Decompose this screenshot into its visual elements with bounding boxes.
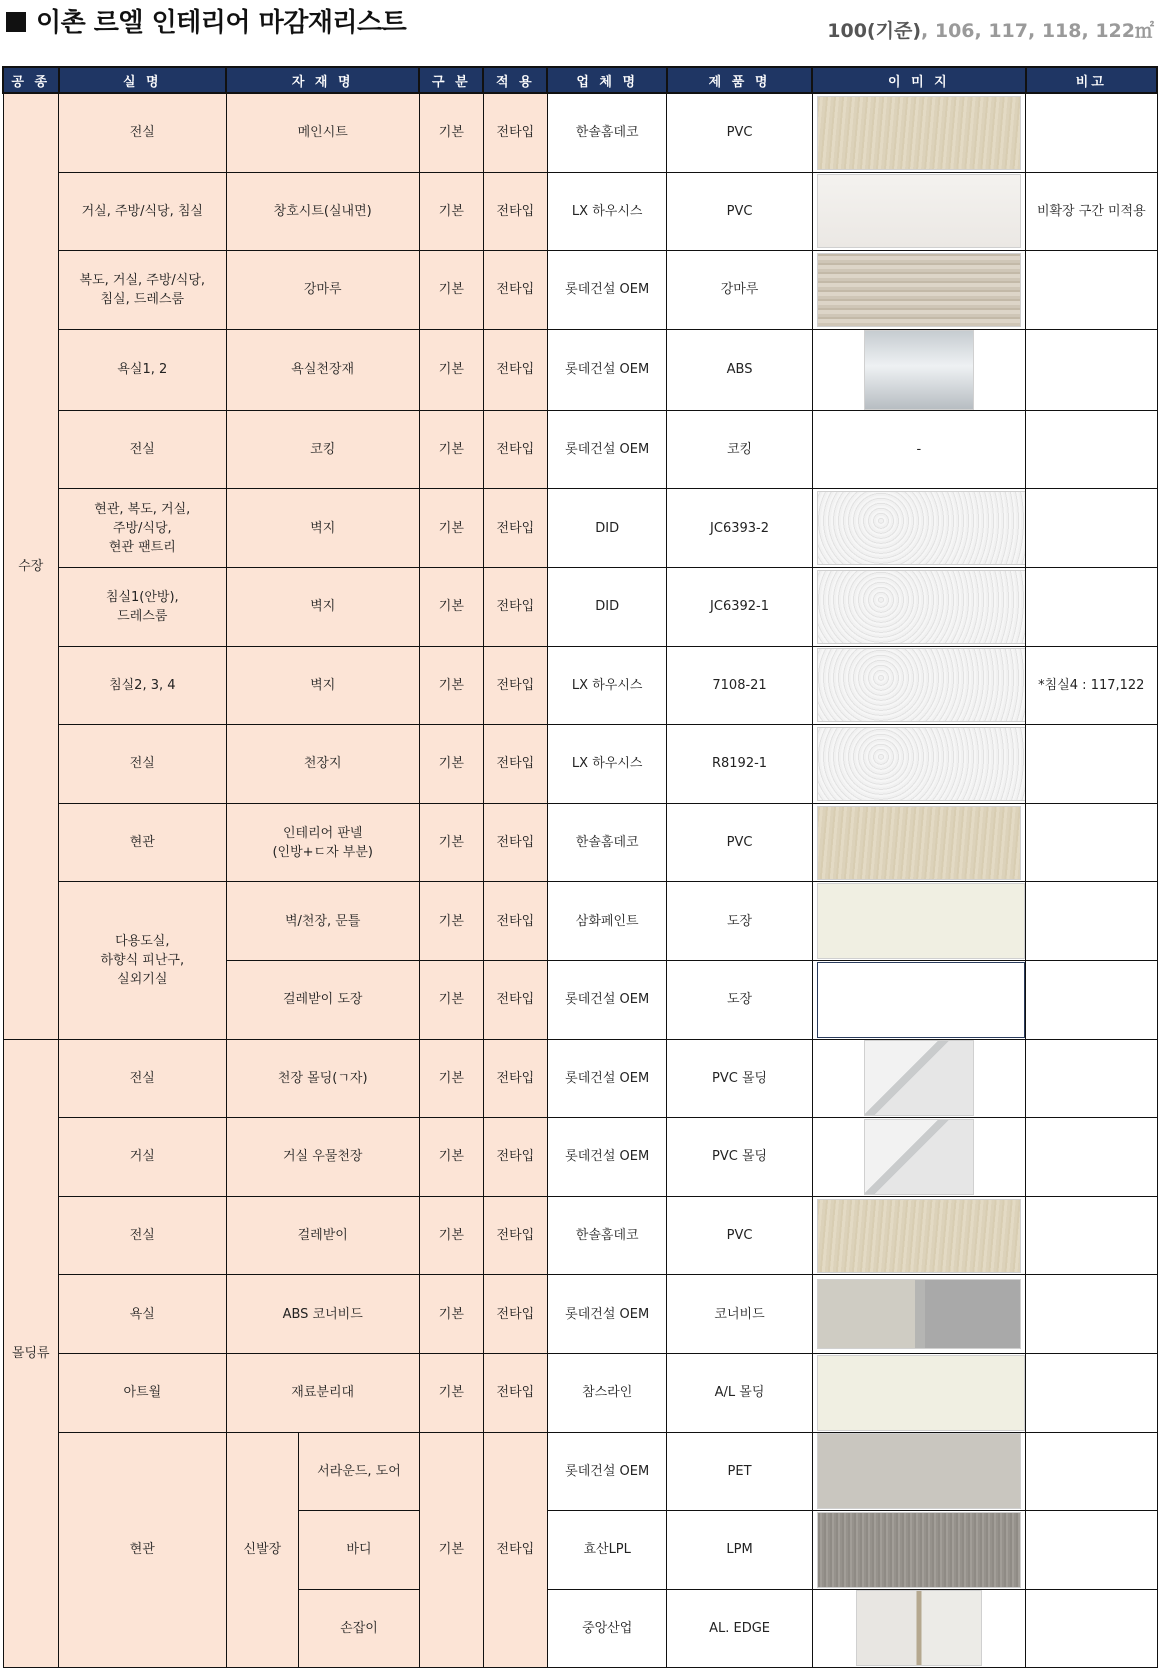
material-swatch-image [817,570,1029,644]
col-room: 실 명 [59,67,227,93]
sub-material-cell: 손잡이 [299,1589,420,1668]
material-swatch-image [856,1590,982,1666]
image-cell [812,329,1026,410]
apply-cell: 전타입 [483,172,547,251]
material-cell: 거실 우물천장 [226,1118,419,1197]
product-cell: PVC 몰딩 [667,1118,812,1197]
table-row [3,803,1157,882]
note-cell [1026,1118,1157,1197]
material-swatch-image [817,1199,1021,1273]
note-cell [1026,251,1157,330]
apply-cell: 전타입 [483,251,547,330]
note-cell [1026,329,1157,410]
company-cell: 롯데건설 OEM [547,960,667,1039]
table-row [3,725,1157,804]
material-cell: 천장지 [226,725,419,804]
type-cell: 기본 [419,172,483,251]
room-cell: 욕실 [59,1275,227,1354]
company-cell: 참스라인 [547,1353,667,1432]
apply-cell: 전타입 [483,1353,547,1432]
product-cell: 도장 [667,882,812,961]
company-cell: 롯데건설 OEM [547,1275,667,1354]
image-cell [812,93,1026,172]
company-cell: 롯데건설 OEM [547,1118,667,1197]
product-cell: R8192-1 [667,725,812,804]
company-cell: 롯데건설 OEM [547,329,667,410]
note-cell: *침실4 : 117,122 [1026,646,1157,725]
type-cell: 기본 [419,489,483,568]
room-cell: 복도, 거실, 주방/식당, 침실, 드레스룸 [59,251,227,330]
apply-cell: 전타입 [483,1432,547,1668]
table-row [3,93,1157,172]
product-cell: 코너비드 [667,1275,812,1354]
finish-material-table [2,66,1158,1668]
material-swatch-image [864,1040,974,1116]
type-cell: 기본 [419,882,483,961]
table-row [3,1275,1157,1354]
material-swatch-image [817,253,1021,327]
square-bullet-icon [6,12,26,32]
note-cell: 비확장 구간 미적용 [1026,172,1157,251]
material-swatch-image [817,962,1025,1038]
apply-cell: 전타입 [483,882,547,961]
company-cell: DID [547,567,667,646]
type-cell: 기본 [419,567,483,646]
table-row [3,567,1157,646]
product-cell: JC6392-1 [667,567,812,646]
material-cell: 창호시트(실내면) [226,172,419,251]
apply-cell: 전타입 [483,803,547,882]
size-base: 100(기준) [827,20,922,42]
apply-cell: 전타입 [483,1196,547,1275]
material-swatch-image [864,1119,974,1195]
note-cell [1026,1511,1157,1590]
apply-cell: 전타입 [483,567,547,646]
note-cell [1026,567,1157,646]
image-cell [812,172,1026,251]
table-row [3,329,1157,410]
room-cell: 침실1(안방), 드레스룸 [59,567,227,646]
image-cell [812,1275,1026,1354]
material-cell: 욕실천장재 [226,329,419,410]
room-cell: 전실 [59,93,227,172]
col-trade: 공 종 [3,67,59,93]
product-cell: PVC [667,93,812,172]
apply-cell: 전타입 [483,725,547,804]
note-cell [1026,960,1157,1039]
type-cell: 기본 [419,1275,483,1354]
title-text: 이촌 르엘 인테리어 마감재리스트 [36,8,407,38]
product-cell: ABS [667,329,812,410]
unit-sizes [827,16,1154,43]
image-cell [812,882,1026,961]
material-cell: 인테리어 판넬 (인방+ㄷ자 부분) [226,803,419,882]
product-cell: PVC [667,172,812,251]
table-row [3,1196,1157,1275]
type-cell: 기본 [419,803,483,882]
type-cell: 기본 [419,251,483,330]
col-product: 제 품 명 [667,67,812,93]
table-row [3,172,1157,251]
image-placeholder: - [916,442,922,458]
type-cell: 기본 [419,93,483,172]
sub-material-cell: 바디 [299,1511,420,1590]
apply-cell: 전타입 [483,329,547,410]
company-cell: LX 하우시스 [547,725,667,804]
col-apply: 적 용 [483,67,547,93]
sub-material-cell: 서라운드, 도어 [299,1432,420,1511]
company-cell: 롯데건설 OEM [547,410,667,489]
type-cell: 기본 [419,646,483,725]
note-cell [1026,1196,1157,1275]
size-rest: , 106, 117, 118, 122㎡ [921,20,1154,42]
room-cell: 현관, 복도, 거실, 주방/식당, 현관 팬트리 [59,489,227,568]
product-cell: LPM [667,1511,812,1590]
image-cell [812,725,1026,804]
image-cell [812,1432,1026,1511]
company-cell: 한솔홈데코 [547,93,667,172]
col-company: 업 체 명 [547,67,667,93]
image-cell [812,489,1026,568]
material-cell: 벽/천장, 문틀 [226,882,419,961]
col-image: 이 미 지 [812,67,1026,93]
apply-cell: 전타입 [483,960,547,1039]
company-cell: LX 하우시스 [547,172,667,251]
product-cell: A/L 몰딩 [667,1353,812,1432]
material-swatch-image [817,1355,1025,1431]
table-row [3,882,1157,961]
material-cell: 신발장 [226,1432,299,1668]
material-cell: 강마루 [226,251,419,330]
product-cell: 강마루 [667,251,812,330]
material-cell: 벽지 [226,489,419,568]
apply-cell: 전타입 [483,489,547,568]
image-cell [812,251,1026,330]
product-cell: 7108-21 [667,646,812,725]
room-cell: 전실 [59,1039,227,1118]
company-cell: 중앙산업 [547,1589,667,1668]
product-cell: PET [667,1432,812,1511]
note-cell [1026,1432,1157,1511]
image-cell [812,1353,1026,1432]
material-cell: 벽지 [226,646,419,725]
material-swatch-image [817,648,1029,722]
room-cell: 아트월 [59,1353,227,1432]
image-cell [812,1196,1026,1275]
page-title [6,2,406,39]
apply-cell: 전타입 [483,1275,547,1354]
company-cell: 삼화페인트 [547,882,667,961]
product-cell: JC6393-2 [667,489,812,568]
image-cell [812,1039,1026,1118]
product-cell: PVC [667,803,812,882]
category-cell: 몰딩류 [3,1039,59,1668]
table-row [3,646,1157,725]
table-row [3,489,1157,568]
col-type: 구 분 [419,67,483,93]
material-swatch-image [817,806,1021,880]
room-cell: 전실 [59,725,227,804]
company-cell: 롯데건설 OEM [547,251,667,330]
image-cell [812,1589,1026,1668]
note-cell [1026,803,1157,882]
material-cell: 메인시트 [226,93,419,172]
company-cell: 효산LPL [547,1511,667,1590]
type-cell: 기본 [419,410,483,489]
material-cell: 걸레받이 [226,1196,419,1275]
table-row [3,1353,1157,1432]
product-cell: 코킹 [667,410,812,489]
room-cell: 현관 [59,803,227,882]
material-swatch-image [817,883,1025,959]
apply-cell: 전타입 [483,93,547,172]
image-cell [812,1118,1026,1197]
room-cell: 다용도실, 하향식 피난구, 실외기실 [59,882,227,1039]
table-row [3,1432,1157,1511]
material-cell: 코킹 [226,410,419,489]
image-cell [812,410,1026,489]
company-cell: 한솔홈데코 [547,1196,667,1275]
material-swatch-image [864,330,974,410]
table-row [3,1118,1157,1197]
company-cell: 롯데건설 OEM [547,1432,667,1511]
type-cell: 기본 [419,1432,483,1668]
image-cell [812,646,1026,725]
col-material: 자 재 명 [226,67,419,93]
room-cell: 전실 [59,410,227,489]
product-cell: AL. EDGE [667,1589,812,1668]
product-cell: PVC 몰딩 [667,1039,812,1118]
company-cell: DID [547,489,667,568]
material-cell: 걸레받이 도장 [226,960,419,1039]
room-cell: 전실 [59,1196,227,1275]
room-cell: 욕실1, 2 [59,329,227,410]
note-cell [1026,725,1157,804]
type-cell: 기본 [419,725,483,804]
material-swatch-image [817,1279,1021,1349]
type-cell: 기본 [419,960,483,1039]
table-header [3,67,1157,93]
type-cell: 기본 [419,1118,483,1197]
room-cell: 현관 [59,1432,227,1668]
apply-cell: 전타입 [483,646,547,725]
room-cell: 거실, 주방/식당, 침실 [59,172,227,251]
material-swatch-image [817,727,1029,801]
note-cell [1026,1039,1157,1118]
image-cell [812,567,1026,646]
image-cell [812,803,1026,882]
room-cell: 침실2, 3, 4 [59,646,227,725]
type-cell: 기본 [419,1196,483,1275]
apply-cell: 전타입 [483,1039,547,1118]
note-cell [1026,1275,1157,1354]
table-row [3,410,1157,489]
material-cell: 천장 몰딩(ㄱ자) [226,1039,419,1118]
company-cell: 롯데건설 OEM [547,1039,667,1118]
material-swatch-image [817,1433,1021,1509]
type-cell: 기본 [419,329,483,410]
note-cell [1026,489,1157,568]
col-note: 비고 [1026,67,1157,93]
material-cell: 재료분리대 [226,1353,419,1432]
apply-cell: 전타입 [483,410,547,489]
room-cell: 거실 [59,1118,227,1197]
note-cell [1026,882,1157,961]
image-cell [812,1511,1026,1590]
table-row [3,1039,1157,1118]
category-cell: 수장 [3,93,59,1039]
note-cell [1026,1589,1157,1668]
type-cell: 기본 [419,1353,483,1432]
product-cell: PVC [667,1196,812,1275]
material-swatch-image [817,174,1021,248]
type-cell: 기본 [419,1039,483,1118]
image-cell [812,960,1026,1039]
material-swatch-image [817,96,1021,170]
note-cell [1026,93,1157,172]
company-cell: LX 하우시스 [547,646,667,725]
material-swatch-image [817,491,1029,565]
note-cell [1026,1353,1157,1432]
apply-cell: 전타입 [483,1118,547,1197]
material-cell: 벽지 [226,567,419,646]
table-row [3,251,1157,330]
material-swatch-image [817,1512,1021,1588]
material-cell: ABS 코너비드 [226,1275,419,1354]
company-cell: 한솔홈데코 [547,803,667,882]
product-cell: 도장 [667,960,812,1039]
note-cell [1026,410,1157,489]
